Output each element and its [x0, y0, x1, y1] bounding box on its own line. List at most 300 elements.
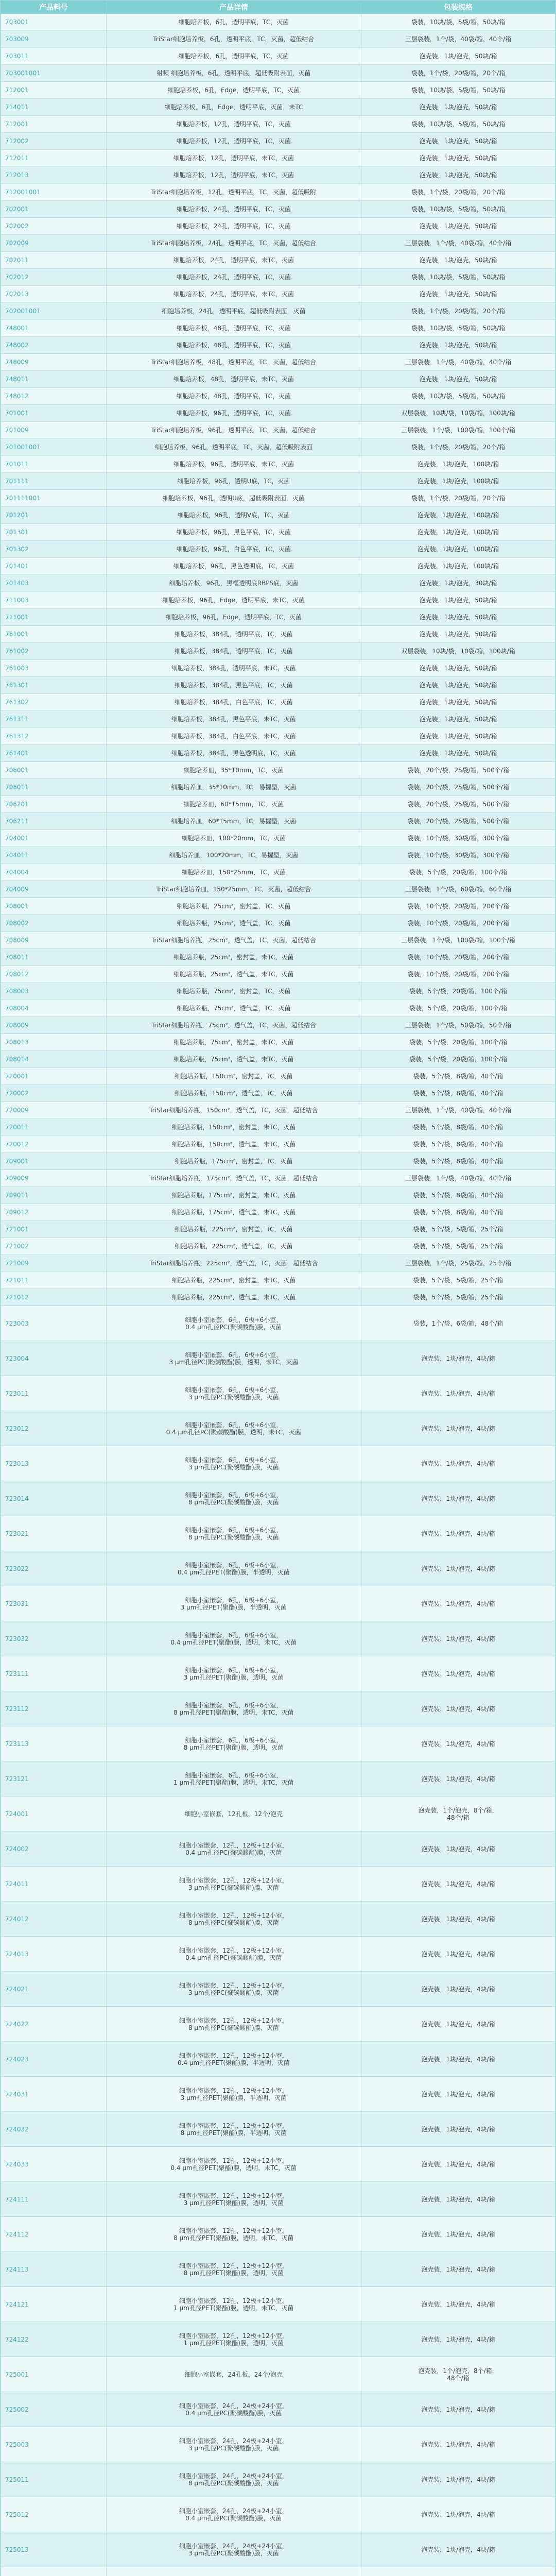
product-detail-cell: 细胞培养瓶，75cm²，透气盖，TC，灭菌: [106, 1000, 361, 1017]
table-row: [1, 150, 555, 167]
packaging-cell: 泡壳装，1块/泡壳，4块/箱: [361, 2322, 555, 2357]
product-detail-cell: TriStar细胞培养板，12孔，透明平底，TC，灭菌，超低吸附: [106, 184, 361, 201]
packaging-cell: 泡壳装，1块/泡壳，100块/箱: [361, 456, 555, 473]
table-row: [1, 932, 555, 949]
product-code-cell: 724032: [1, 2112, 107, 2147]
table-row: [1, 1170, 555, 1187]
table-row: [1, 2217, 555, 2252]
table-row: [1, 1867, 555, 1902]
packaging-cell: 袋装，10块/袋，5袋/箱，50块/箱: [361, 201, 555, 218]
packaging-cell: 泡壳装，1块/泡壳，50块/箱: [361, 677, 555, 694]
product-detail-cell: 细胞小室嵌套，6孔，6板+6小室， 1 μm孔径PET(聚酯)膜，透明，未TC，灭菌: [106, 1761, 361, 1797]
packaging-cell: 袋装，5个/袋，8袋/箱，40个/箱: [361, 1085, 555, 1102]
product-code-cell: 709011: [1, 1187, 107, 1204]
product-detail-cell: 细胞培养板，48孔，透明平底，TC，灭菌: [106, 388, 361, 405]
packaging-cell: 泡壳装，1块/泡壳，4块/箱: [361, 1656, 555, 1691]
table-row: [1, 1017, 555, 1034]
packaging-cell: 袋装，5个/袋，20袋/箱，100个/箱: [361, 983, 555, 1000]
packaging-cell: 三层袋装，1个/袋，60袋/箱，60个/箱: [361, 881, 555, 898]
product-code-cell: 724012: [1, 1902, 107, 1937]
table-row: [1, 983, 555, 1000]
packaging-cell: 袋装，20个/袋，25袋/箱，500个/箱: [361, 779, 555, 796]
product-code-cell: 721001: [1, 1221, 107, 1238]
product-detail-cell: 细胞小室嵌套，24孔板，24个/泡壳: [106, 2357, 361, 2392]
product-detail-cell: 细胞小室嵌套，12孔，12板+12小室， 0.4 μm孔径PC(聚碳酸酯)膜，灭菌: [106, 1832, 361, 1867]
product-detail-cell: 细胞小室嵌套，24孔，24板+24小室， 3 μm孔径PC(聚碳酸酯)膜，灭菌: [106, 2532, 361, 2567]
product-detail-cell: 细胞小室嵌套，6孔，6板+6小室， 3 μm孔径PC(聚碳酸酯)膜，灭菌: [106, 1446, 361, 1481]
product-detail-cell: 细胞培养皿，60*15mm，TC，易握型，灭菌: [106, 813, 361, 830]
product-detail-cell: 细胞小室嵌套，6孔，6板+6小室， 3 μm孔径PC(聚碳酸酯)膜，灭菌: [106, 1376, 361, 1411]
product-detail-cell: 细胞培养板，96孔，Edge，透明平底，未TC，灭菌: [106, 592, 361, 609]
packaging-cell: 三层袋装，1个/袋，40袋/箱，40个/箱: [361, 31, 555, 48]
product-code-cell: 703001001: [1, 65, 107, 82]
product-detail-cell: TriStar细胞培养瓶，25cm²，透气盖，TC，灭菌，超低结合: [106, 932, 361, 949]
packaging-cell: 泡壳装，1块/泡壳，4块/箱: [361, 2147, 555, 2182]
product-detail-cell: 细胞培养板，96孔，透明平底，TC，灭菌: [106, 405, 361, 422]
packaging-cell: 袋装，5个/袋，5袋/箱，25个/箱: [361, 1289, 555, 1306]
packaging-cell: 泡壳装，1块/泡壳，4块/箱: [361, 1481, 555, 1516]
product-detail-cell: 细胞培养瓶，150cm²，密封盖，未TC，灭菌: [106, 1119, 361, 1136]
product-code-cell: 725011: [1, 2462, 107, 2497]
product-code-cell: 709009: [1, 1170, 107, 1187]
product-detail-cell: 细胞小室嵌套，24孔，24板+24小室， 0.4 μm孔径PC(聚碳酸酯)膜，灭菌: [106, 2497, 361, 2532]
table-row: [1, 1341, 555, 1376]
packaging-cell: 袋装，10块/袋，5袋/箱，50块/箱: [361, 388, 555, 405]
product-code-cell: 723032: [1, 1621, 107, 1656]
product-detail-cell: 细胞小室嵌套，6孔，6板+6小室， 3 μm孔径PC(聚碳酸酯)膜，透明，未TC，灭菌: [106, 1341, 361, 1376]
table-row: [1, 2427, 555, 2462]
product-detail-cell: 细胞小室嵌套，12孔，12板+12小室， 0.4 μm孔径PET(聚酯)膜，透明，未TC，灭菌: [106, 2147, 361, 2182]
product-detail-cell: 细胞小室嵌套，6孔，6板+6小室， 8 μm孔径PET(聚酯)膜，透明，未TC，灭菌: [106, 1691, 361, 1726]
table-row: [1, 65, 555, 82]
packaging-cell: 泡壳装，1块/泡壳，4块/箱: [361, 2112, 555, 2147]
packaging-cell: 泡壳装，1块/泡壳，4块/箱: [361, 2497, 555, 2532]
product-detail-cell: TriStar细胞培养瓶，175cm²，透气盖，TC，灭菌，超低结合: [106, 1170, 361, 1187]
packaging-cell: 袋装，5个/袋，8袋/箱，40个/箱: [361, 1119, 555, 1136]
product-detail-cell: 细胞小室嵌套，24孔，24板+24小室， 0.4 μm孔径PC(聚碳酸酯)膜，灭菌: [106, 2392, 361, 2427]
product-detail-cell: 细胞小室嵌套，6孔，6板+6小室， 3 μm孔径PET(聚酯)膜，透明，灭菌: [106, 1656, 361, 1691]
product-detail-cell: 细胞培养瓶，225cm²，密封盖，未TC，灭菌: [106, 1272, 361, 1289]
product-detail-cell: 细胞培养板，48孔，透明平底，TC，灭菌: [106, 337, 361, 354]
product-detail-cell: TriStar细胞培养瓶，75cm²，透气盖，TC，灭菌，超低结合: [106, 1017, 361, 1034]
packaging-cell: 泡壳装，1块/泡壳，4块/箱: [361, 2182, 555, 2217]
table-row: [1, 762, 555, 779]
packaging-cell: 泡壳装，1块/泡壳，50块/箱: [361, 150, 555, 167]
product-code-cell: 708003: [1, 983, 107, 1000]
product-detail-cell: 细胞培养板，96孔，透明平底，TC，灭菌，超低吸附表面: [106, 439, 361, 456]
table-row: [1, 949, 555, 966]
product-code-cell: 709012: [1, 1204, 107, 1221]
product-code-cell: 724013: [1, 1937, 107, 1972]
packaging-cell: 泡壳装，1块/泡壳，4块/箱: [361, 2042, 555, 2077]
product-code-cell: 706001: [1, 762, 107, 779]
product-detail-cell: 细胞培养瓶，175cm²，密封盖，TC，灭菌: [106, 1153, 361, 1170]
product-detail-cell: 细胞培养瓶，175cm²，密封盖，未TC，灭菌: [106, 1187, 361, 1204]
product-code-cell: 701001001: [1, 439, 107, 456]
table-row: [1, 864, 555, 881]
product-detail-cell: 细胞小室嵌套，6孔，6板+6小室， 0.4 μm孔径PET(聚酯)膜，半透明，灭菌: [106, 1551, 361, 1586]
packaging-cell: 泡壳装，1块/泡壳，4块/箱: [361, 1937, 555, 1972]
table-row: [1, 524, 555, 541]
product-detail-cell: 射频 细胞培养板，6孔，透明平底，超低吸附表面，灭菌: [106, 65, 361, 82]
product-code-cell: 724121: [1, 2287, 107, 2322]
product-code-cell: 724011: [1, 1867, 107, 1902]
table-row: [1, 2322, 555, 2357]
table-row: [1, 320, 555, 337]
product-detail-cell: 细胞培养板，24孔，透明平底，未TC，灭菌: [106, 252, 361, 269]
table-row: [1, 388, 555, 405]
product-code-cell: 708009: [1, 1017, 107, 1034]
product-code-cell: 725012: [1, 2497, 107, 2532]
table-row: [1, 1586, 555, 1621]
product-code-cell: 723112: [1, 1691, 107, 1726]
product-code-cell: 748002: [1, 337, 107, 354]
table-row: [1, 1119, 555, 1136]
table-row: [1, 1972, 555, 2007]
product-code-cell: 723013: [1, 1446, 107, 1481]
table-row: [1, 1255, 555, 1272]
packaging-cell: 袋装，20个/袋，25袋/箱，500个/箱: [361, 813, 555, 830]
table-row: [1, 456, 555, 473]
product-code-cell: 701001: [1, 405, 107, 422]
table-row: [1, 2567, 555, 2576]
product-detail-cell: TriStar细胞培养板，24孔，透明平底，TC，灭菌，超低结合: [106, 235, 361, 252]
product-code-cell: 723111: [1, 1656, 107, 1691]
packaging-cell: 泡壳装，1块/泡壳，50块/箱: [361, 626, 555, 643]
product-code-cell: 708009: [1, 932, 107, 949]
packaging-cell: 袋装，10个/袋，20袋/箱，200个/箱: [361, 915, 555, 932]
table-row: [1, 592, 555, 609]
table-row: [1, 82, 555, 99]
product-detail-cell: 细胞小室嵌套，6孔，6板+6小室， 8 μm孔径PET(聚酯)膜，透明，灭菌: [106, 1726, 361, 1761]
product-detail-cell: 细胞培养皿，35*10mm，TC，易握型，灭菌: [106, 779, 361, 796]
product-detail-cell: 细胞小室嵌套，12孔，12板+12小室， 8 μm孔径PC(聚碳酸酯)膜，灭菌: [106, 2007, 361, 2042]
product-detail-cell: 细胞培养皿，100*20mm，TC，易握型，灭菌: [106, 847, 361, 864]
table-row: [1, 1516, 555, 1551]
packaging-cell: 泡壳装，1块/泡壳，50块/箱: [361, 133, 555, 150]
product-detail-cell: 细胞培养板，96孔，Edge，透明平底，TC，灭菌: [106, 609, 361, 626]
table-row: [1, 303, 555, 320]
table-header-row: [1, 1, 555, 14]
product-code-cell: 712013: [1, 167, 107, 184]
table-row: [1, 269, 555, 286]
table-row: [1, 847, 555, 864]
header-product-code: 产品料号: [1, 1, 107, 14]
product-detail-cell: 细胞培养板，24孔，透明平底，超低吸附表面，灭菌: [106, 303, 361, 320]
packaging-cell: 三层袋装，1个/袋，40袋/箱，40个/箱: [361, 354, 555, 371]
product-code-cell: 701009: [1, 422, 107, 439]
product-code-cell: 724031: [1, 2077, 107, 2112]
table-row: [1, 2497, 555, 2532]
product-code-cell: 724112: [1, 2217, 107, 2252]
product-detail-cell: 细胞小室嵌套，6孔，6板+6小室， 8 μm孔径PC(聚碳酸酯)膜，灭菌: [106, 1516, 361, 1551]
packaging-cell: 泡壳装，1块/泡壳，50块/箱: [361, 660, 555, 677]
table-row: [1, 728, 555, 745]
product-code-cell: 723031: [1, 1586, 107, 1621]
product-detail-cell: 细胞培养板，96孔，透明U底，超低吸附表面，灭菌: [106, 490, 361, 507]
table-row: [1, 48, 555, 65]
packaging-cell: 泡壳装，1块/泡壳，4块/箱: [361, 1446, 555, 1481]
product-detail-cell: 细胞小室嵌套，6孔，6板+6小室， 3 μm孔径PET(聚酯)膜，半透明，灭菌: [106, 1586, 361, 1621]
packaging-cell: 泡壳装，1块/泡壳，50块/箱: [361, 592, 555, 609]
product-code-cell: 723011: [1, 1376, 107, 1411]
product-code-cell: 724122: [1, 2322, 107, 2357]
table-row: [1, 1761, 555, 1797]
product-code-cell: 704009: [1, 881, 107, 898]
product-detail-cell: TriStar细胞培养板，48孔，透明平底，TC，灭菌，超低结合: [106, 354, 361, 371]
product-detail-cell: 细胞小室嵌套，24孔，24板+24小室， 3 μm孔径PC(聚碳酸酯)膜，灭菌: [106, 2427, 361, 2462]
product-code-cell: 721002: [1, 1238, 107, 1255]
table-row: [1, 541, 555, 558]
product-detail-cell: 细胞培养板，96孔，透明V底，TC，灭菌: [106, 507, 361, 524]
packaging-cell: 泡壳装，1块/泡壳，4块/箱: [361, 2462, 555, 2497]
packaging-cell: 泡壳装，1块/泡壳，4块/箱: [361, 1972, 555, 2007]
table-row: [1, 1068, 555, 1085]
packaging-cell: 泡壳装，1块/泡壳，50块/箱: [361, 286, 555, 303]
table-row: [1, 354, 555, 371]
packaging-cell: 泡壳装，1块/泡壳，4块/箱: [361, 2532, 555, 2567]
product-detail-cell: 细胞培养板，12孔，透明平底，TC，灭菌: [106, 116, 361, 133]
packaging-cell: 袋装，1个/袋，20袋/箱，20个/箱: [361, 490, 555, 507]
packaging-cell: 泡壳装，1块/泡壳，50块/箱: [361, 745, 555, 762]
packaging-cell: 袋装，1个/袋，20袋/箱，20个/箱: [361, 303, 555, 320]
packaging-cell: 泡壳装，1块/泡壳，50块/箱: [361, 48, 555, 65]
table-row: [1, 1085, 555, 1102]
packaging-cell: 袋装，5个/袋，20袋/箱，100个/箱: [361, 1034, 555, 1051]
product-code-cell: 708011: [1, 949, 107, 966]
packaging-cell: 袋装，10个/袋，30袋/箱，300个/箱: [361, 830, 555, 847]
packaging-cell: 泡壳装，1块/泡壳，4块/箱: [361, 1376, 555, 1411]
product-detail-cell: 细胞小室嵌套，24孔，24板+24小室， 8 μm孔径PC(聚碳酸酯)膜，灭菌: [106, 2462, 361, 2497]
table-row: [1, 286, 555, 303]
product-detail-cell: 细胞培养板，96孔，白色平底，TC，灭菌: [106, 541, 361, 558]
product-code-cell: 702002: [1, 218, 107, 235]
product-code-cell: 712002: [1, 133, 107, 150]
packaging-cell: 袋装，5个/袋，20袋/箱，100个/箱: [361, 1051, 555, 1068]
product-detail-cell: 细胞小室嵌套，12孔，12板+12小室， 8 μm孔径PC(聚碳酸酯)膜，灭菌: [106, 1902, 361, 1937]
product-code-cell: 725003: [1, 2427, 107, 2462]
table-row: [1, 626, 555, 643]
product-code-cell: 761001: [1, 626, 107, 643]
product-code-cell: 761301: [1, 677, 107, 694]
packaging-cell: 泡壳装，1块/泡壳，4块/箱: [361, 2427, 555, 2462]
product-detail-cell: 细胞培养瓶，25cm²，密封盖，未TC，灭菌: [106, 949, 361, 966]
product-code-cell: 702011: [1, 252, 107, 269]
packaging-cell: 泡壳装，1块/泡壳，50块/箱: [361, 694, 555, 711]
product-detail-cell: 细胞培养瓶，25cm²，密封盖，TC，灭菌: [106, 898, 361, 915]
packaging-cell: 泡壳装，1块/泡壳，4块/箱: [361, 2392, 555, 2427]
product-detail-cell: 细胞培养皿，150*25mm，TC，灭菌: [106, 864, 361, 881]
packaging-cell: 三层袋装，1个/袋，50袋/箱，50个/箱: [361, 1017, 555, 1034]
product-detail-cell: 细胞培养瓶，75cm²，密封盖，未TC，灭菌: [106, 1034, 361, 1051]
product-detail-cell: 细胞小室嵌套，6孔，6板+6小室， 0.4 μm孔径PC(聚碳酸酯)膜，灭菌: [106, 1306, 361, 1341]
product-detail-cell: 细胞小室嵌套，12孔，12板+12小室， 8 μm孔径PET(聚酯)膜，半透明，灭菌: [106, 2112, 361, 2147]
product-code-cell: 723012: [1, 1411, 107, 1446]
product-detail-cell: [106, 2567, 361, 2576]
product-code-cell: 725002: [1, 2392, 107, 2427]
product-detail-cell: 细胞培养板，96孔，黑色透明底，TC，灭菌: [106, 558, 361, 575]
product-detail-cell: TriStar细胞培养皿，150*25mm，TC，灭菌，超低结合: [106, 881, 361, 898]
product-code-cell: 748009: [1, 354, 107, 371]
table-row: [1, 2357, 555, 2392]
table-row: [1, 439, 555, 456]
table-row: [1, 745, 555, 762]
packaging-cell: 泡壳装，1块/泡壳，4块/箱: [361, 2217, 555, 2252]
product-code-cell: 721011: [1, 1272, 107, 1289]
product-code-cell: 708004: [1, 1000, 107, 1017]
table-row: [1, 1306, 555, 1341]
product-code-cell: 748012: [1, 388, 107, 405]
product-code-cell: 708001: [1, 898, 107, 915]
product-detail-cell: 细胞培养瓶，150cm²，密封盖，TC，灭菌: [106, 1068, 361, 1085]
packaging-cell: 泡壳装，1块/泡壳，4块/箱: [361, 1586, 555, 1621]
table-row: [1, 2252, 555, 2287]
packaging-cell: 泡壳装，1块/泡壳，50块/箱: [361, 218, 555, 235]
packaging-cell: 袋装，10块/袋，5袋/箱，50块/箱: [361, 14, 555, 31]
product-code-cell: 711001: [1, 609, 107, 626]
product-code-cell: 701201: [1, 507, 107, 524]
table-row: [1, 2392, 555, 2427]
packaging-cell: 袋装，10个/袋，20袋/箱，200个/箱: [361, 949, 555, 966]
table-row: [1, 1376, 555, 1411]
packaging-cell: 泡壳装，1块/泡壳，4块/箱: [361, 2287, 555, 2322]
packaging-cell: 泡壳装，1个/泡壳，8个/箱， 48个/箱: [361, 1797, 555, 1832]
product-code-cell: 701403: [1, 575, 107, 592]
packaging-cell: 泡壳装，1块/泡壳，4块/箱: [361, 1726, 555, 1761]
product-code-cell: 701111: [1, 473, 107, 490]
packaging-cell: 袋装，10块/袋，5袋/箱，50块/箱: [361, 269, 555, 286]
packaging-cell: 泡壳装，1块/泡壳，4块/箱: [361, 2077, 555, 2112]
table-row: [1, 1902, 555, 1937]
product-code-cell: 702012: [1, 269, 107, 286]
product-detail-cell: 细胞小室嵌套，12孔，12板+12小室， 0.4 μm孔径PC(聚碳酸酯)膜，灭菌: [106, 1937, 361, 1972]
table-row: [1, 2007, 555, 2042]
table-row: [1, 1621, 555, 1656]
table-row: [1, 830, 555, 847]
table-row: [1, 677, 555, 694]
table-row: [1, 1797, 555, 1832]
packaging-cell: 三层袋装，1个/袋，100袋/箱，100个/箱: [361, 422, 555, 439]
table-row: [1, 337, 555, 354]
table-row: [1, 1551, 555, 1586]
product-code-cell: 706201: [1, 796, 107, 813]
packaging-cell: 袋装，10块/袋，5袋/箱，50块/箱: [361, 320, 555, 337]
packaging-cell: 双层袋装，10块/袋，10袋/箱，100块/箱: [361, 405, 555, 422]
product-code-cell: 748011: [1, 371, 107, 388]
packaging-cell: 双层袋装，10块/袋，10袋/箱，100块/箱: [361, 643, 555, 660]
table-row: [1, 1289, 555, 1306]
packaging-cell: 泡壳装，1块/泡壳，100块/箱: [361, 558, 555, 575]
product-code-cell: 761002: [1, 643, 107, 660]
table-row: [1, 1272, 555, 1289]
product-detail-cell: 细胞小室嵌套，12孔，12板+12小室， 3 μm孔径PC(聚碳酸酯)膜，灭菌: [106, 1972, 361, 2007]
product-detail-cell: TriStar细胞培养瓶，150cm²，透气盖，TC，灭菌，超低结合: [106, 1102, 361, 1119]
table-row: [1, 643, 555, 660]
product-code-cell: 701302: [1, 541, 107, 558]
packaging-cell: 三层袋装，1个/袋，40袋/箱，40个/箱: [361, 1102, 555, 1119]
packaging-cell: 袋装，20个/袋，25袋/箱，500个/箱: [361, 762, 555, 779]
table-row: [1, 184, 555, 201]
packaging-cell: 泡壳装，1块/泡壳，4块/箱: [361, 1691, 555, 1726]
product-detail-cell: 细胞培养板，6孔，透明平底，TC，灭菌: [106, 14, 361, 31]
product-code-cell: 724033: [1, 2147, 107, 2182]
packaging-cell: 泡壳装，1块/泡壳，4块/箱: [361, 1761, 555, 1797]
packaging-cell: 泡壳装，1块/泡壳，4块/箱: [361, 1867, 555, 1902]
product-code-cell: 720001: [1, 1068, 107, 1085]
table-row: [1, 14, 555, 31]
product-code-cell: 701401: [1, 558, 107, 575]
packaging-cell: 泡壳装，1块/泡壳，4块/箱: [361, 1551, 555, 1586]
table-row: [1, 898, 555, 915]
packaging-cell: 袋装，5个/袋，8袋/箱，40个/箱: [361, 1204, 555, 1221]
product-detail-cell: 细胞小室嵌套，12孔板，12个/泡壳: [106, 1797, 361, 1832]
product-code-cell: 711003: [1, 592, 107, 609]
product-code-cell: 723021: [1, 1516, 107, 1551]
table-row: [1, 881, 555, 898]
product-code-cell: 712001001: [1, 184, 107, 201]
packaging-cell: 泡壳装，1个/泡壳，8个/箱， 48个/箱: [361, 2357, 555, 2392]
product-detail-cell: 细胞培养瓶，75cm²，密封盖，TC，灭菌: [106, 983, 361, 1000]
packaging-cell: 袋装，10块/袋，5袋/箱，50块/箱: [361, 82, 555, 99]
table-row: [1, 1656, 555, 1691]
packaging-cell: 泡壳装，1块/泡壳，50块/箱: [361, 167, 555, 184]
product-detail-cell: 细胞培养板，6孔，Edge，透明平底，灭菌，未TC: [106, 99, 361, 116]
product-code-cell: 709001: [1, 1153, 107, 1170]
product-detail-cell: 细胞培养板，12孔，透明平底，未TC，灭菌: [106, 167, 361, 184]
product-code-cell: 725013: [1, 2532, 107, 2567]
product-code-cell: 761302: [1, 694, 107, 711]
table-row: [1, 167, 555, 184]
product-code-cell: 704004: [1, 864, 107, 881]
packaging-cell: 泡壳装，1块/泡壳，30块/箱: [361, 575, 555, 592]
packaging-cell: 三层袋装，1个/袋，40袋/箱，40个/箱: [361, 1170, 555, 1187]
table-row: [1, 1238, 555, 1255]
product-detail-cell: TriStar细胞培养板，96孔，透明平底，TC，灭菌，超低结合: [106, 422, 361, 439]
table-row: [1, 915, 555, 932]
product-detail-cell: 细胞培养板，24孔，透明平底，TC，灭菌: [106, 218, 361, 235]
product-code-cell: 708013: [1, 1034, 107, 1051]
packaging-cell: 袋装，1个/袋，20袋/箱，20个/箱: [361, 439, 555, 456]
product-detail-cell: 细胞小室嵌套，12孔，12板+12小室， 1 μm孔径PET(聚酯)膜，透明，未TC，灭菌: [106, 2287, 361, 2322]
packaging-cell: 泡壳装，1块/泡壳，50块/箱: [361, 252, 555, 269]
table-row: [1, 99, 555, 116]
packaging-cell: 泡壳装，1块/泡壳，50块/箱: [361, 99, 555, 116]
packaging-cell: 泡壳装，1块/泡壳，50块/箱: [361, 711, 555, 728]
product-detail-cell: 细胞小室嵌套，6孔，6板+6小室， 0.4 μm孔径PET(聚酯)膜，透明，未TC，灭菌: [106, 1621, 361, 1656]
table-row: [1, 490, 555, 507]
product-detail-cell: 细胞培养板，12孔，透明平底，TC，灭菌: [106, 133, 361, 150]
table-row: [1, 1446, 555, 1481]
product-detail-cell: 细胞培养瓶，150cm²，透气盖，未TC，灭菌: [106, 1136, 361, 1153]
product-code-cell: 723022: [1, 1551, 107, 1586]
packaging-cell: 泡壳装，1块/泡壳，4块/箱: [361, 1411, 555, 1446]
product-code-cell: 703001: [1, 14, 107, 31]
table-row: [1, 2182, 555, 2217]
packaging-cell: 袋装，20个/袋，25袋/箱，500个/箱: [361, 796, 555, 813]
product-code-cell: 704001: [1, 830, 107, 847]
product-detail-cell: 细胞培养皿，60*15mm，TC，灭菌: [106, 796, 361, 813]
packaging-cell: 泡壳装，1块/泡壳，4块/箱: [361, 1902, 555, 1937]
table-row: [1, 2532, 555, 2567]
product-detail-cell: 细胞培养瓶，225cm²，透气盖，TC，灭菌: [106, 1238, 361, 1255]
packaging-cell: 泡壳装，1块/泡壳，100块/箱: [361, 507, 555, 524]
product-code-cell: 708014: [1, 1051, 107, 1068]
product-code-cell: 712011: [1, 150, 107, 167]
product-code-cell: 702013: [1, 286, 107, 303]
table-row: [1, 575, 555, 592]
product-detail-cell: 细胞培养板，96孔，透明U底，TC，灭菌: [106, 473, 361, 490]
packaging-cell: 袋装，5个/袋，20袋/箱，100个/箱: [361, 1000, 555, 1017]
